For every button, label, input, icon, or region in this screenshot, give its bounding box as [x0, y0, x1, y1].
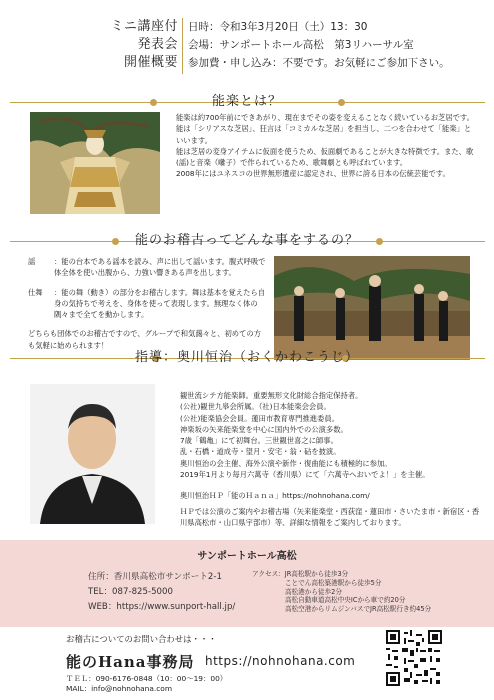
title-line-3: 開催概要: [123, 55, 178, 70]
venue-address: 住所：香川県高松市サンポート2-1: [88, 572, 222, 582]
event-date: 日時：令和3年3月20日（土）13：30: [188, 21, 368, 33]
shimai-item: [28, 287, 268, 321]
section-title-okeiko: [0, 233, 494, 249]
venue-access: [252, 570, 431, 614]
access-line: アクセス：JR高松駅から徒歩3分: [252, 570, 349, 578]
bio-line: 2019年1月より毎月六萬寺（香川県）にて「六萬寺へおいでよ！」を主催。: [180, 470, 430, 480]
instructor-bio: [180, 390, 480, 528]
bio-line: (公社)観世九皋会所属。（社)日本能楽会会員。: [180, 402, 331, 412]
organization-mail-link[interactable]: MAIL：info@nohnohana.com: [66, 684, 173, 693]
bio-line: 観世流シテ方能楽師。重要無形文化財総合指定保持者。: [180, 391, 363, 400]
section-heading: 能のお稽古ってどんな事をするの？: [134, 233, 359, 248]
bio-line: 神楽坂の矢来能楽堂を中心に国内外での公演多数。: [180, 424, 348, 434]
access-line: 高松自動車道高松中央ICから車で約20分: [252, 596, 406, 605]
noh-paragraph: 能は芝居の変身アイテムに仮面を使うため、仮面劇であることが大きな特徴です。また、歌(謡)と音楽（囃子）で作られているため、歌舞劇とも呼ばれています。: [176, 146, 474, 168]
utai-label: 謡: [28, 257, 36, 266]
noh-performer-photo: [30, 112, 160, 214]
access-line: 高松港から徒歩2分: [252, 587, 342, 596]
venue-info-band: [0, 540, 494, 627]
instructor-portrait: [30, 384, 155, 524]
venue-title: サンポートホール高松: [197, 551, 297, 562]
organization-contact: [66, 674, 227, 694]
access-line: 高松空港からリムジンバスでJR高松駅行き約45分: [252, 605, 432, 614]
inquiry-prompt: お稽古についてのお問い合わせは・・・: [66, 634, 217, 644]
access-line: ことでん高松築港駅から徒歩5分: [252, 578, 382, 587]
venue-contact: [88, 570, 235, 615]
header-divider: [182, 18, 183, 74]
bio-line: 奥川恒治の会主催、海外公演や新作・復曲能にも積極的に参加。: [180, 458, 392, 468]
noh-paragraph: 2008年にはユネスコの世界無形遺産に認定され、世界に誇る日本の伝統芸能です。: [176, 169, 450, 179]
section-heading: 能楽とは？: [211, 94, 282, 109]
okeiko-description: [28, 256, 268, 351]
organization-name: 能のHana事務局: [66, 653, 195, 671]
event-fee: 参加費・申し込み：不要です。お気軽にご参加下さい。: [188, 57, 450, 69]
event-venue: 会場：サンポートホール高松 第3リハーサル室: [188, 39, 414, 51]
bio-line: 乱・石橋・道成寺・望月・安宅・翁・砧を披演。: [180, 447, 341, 457]
utai-text: ：能の台本である謡本を読み、声に出して謡います。腹式呼吸で体全体を使い出腹から、力強い響きある声を出します。: [54, 257, 266, 278]
noh-description: [176, 112, 476, 180]
title-line-1: ミニ講座付: [110, 19, 178, 34]
noh-paragraph: 能楽は約700年前にできあがり、現在までその姿を変えることなく続いているお芝居です。能は「シリアスな芝居」、狂言は「コミカルな芝居」を担当し、二つを合わせて「能楽」といいます。: [176, 113, 474, 145]
utai-item: [28, 256, 268, 279]
section-title-noh: [0, 94, 494, 110]
hp-note: ＨＰでは公演のご案内やお稽古場（矢来能楽堂・西荻窪・蓮田市・さいたま市・新宿区・香川県高松市・山口県宇部市）等、詳細な情報をご案内しております。: [180, 506, 480, 527]
section-title-shido: [0, 350, 494, 366]
okeiko-closing: どちらも団体でのお稽古ですので、グループで和気藹々と、初めての方も気軽に始められます！: [28, 329, 261, 350]
event-details: [188, 18, 450, 72]
section-heading: 指導：奥川恒治（おくかわこうじ）: [134, 350, 359, 365]
event-header: [0, 18, 494, 74]
title-line-2: 発表会: [137, 37, 178, 52]
shimai-label: 仕舞: [28, 287, 43, 297]
instructor-hp-link[interactable]: 奥川恒治ＨＰ「能のＨａｎａ」https://nohnohana.com/: [180, 491, 370, 501]
shimai-text: ：能の舞（動き）の部分をお稽古します。舞は基本を覚えたら自身の気持ちで考えを、身体を使って表現します。無理なく体の隅々まで全てを動かします。: [54, 287, 266, 320]
venue-tel: TEL：087-825-5000: [88, 587, 173, 597]
bio-line: (公社)能楽協会会員。蓮田市教育専門推進委員。: [180, 413, 339, 423]
organization-url-link[interactable]: https://nohnohana.com: [205, 654, 356, 668]
bio-line: 7歳「鶴亀」にて初舞台。三世観世喜之に師事。: [180, 436, 338, 446]
qr-code-icon[interactable]: [386, 630, 442, 686]
practice-group-photo: [274, 256, 470, 360]
venue-web-link[interactable]: WEB：https://www.sunport-hall.jp/: [88, 602, 236, 612]
event-title: [110, 18, 178, 72]
organization-tel: ＴＥＬ：090-6176-0848（10：00～19：00）: [66, 674, 228, 683]
